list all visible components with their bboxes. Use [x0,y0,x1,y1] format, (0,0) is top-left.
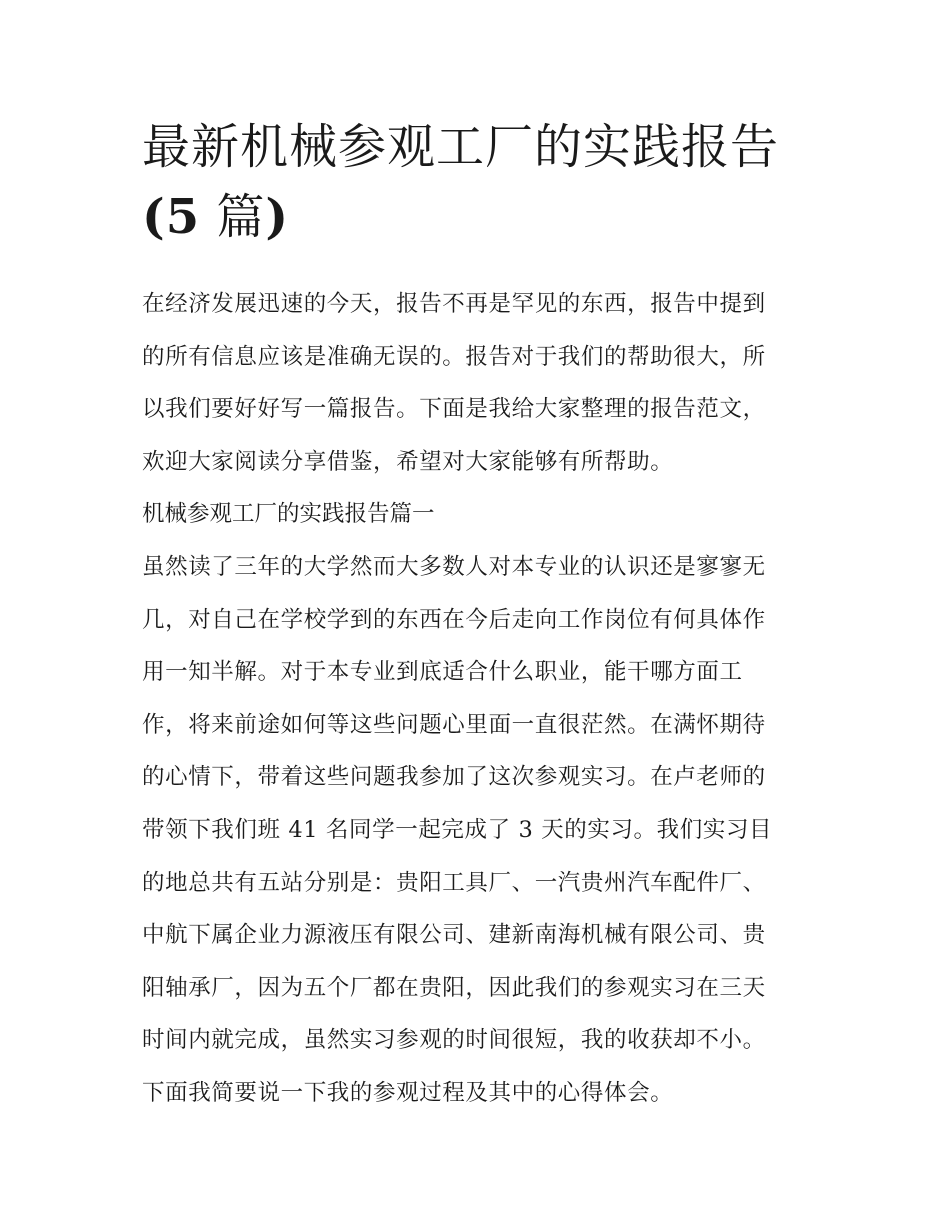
document-page [142,112,814,1120]
body-line: 用一知半解。对于本专业到底适合什么职业，能干哪方面工 [142,659,743,686]
intro-line: 欢迎大家阅读分享借鉴，希望对大家能够有所帮助。 [142,448,674,475]
title-count-close: ) [265,189,290,245]
intro-line: 在经济发展迅速的今天，报告不再是罕见的东西，报告中提到 [142,291,766,317]
title-count-word: 篇 [200,189,266,245]
document-title [142,112,814,252]
section-heading: 机械参观工厂的实践报告篇一 [142,501,435,528]
body-line: 的地总共有五站分别是：贵阳工具厂、一汽贵州汽车配件厂、 [142,869,766,896]
body-line: 带领下我们班 41 名同学一起完成了 3 天的实习。我们实习目 [142,816,773,843]
intro-paragraph [142,278,814,1120]
body-line: 几，对自己在学校学到的东西在今后走向工作岗位有何具体作 [142,606,766,633]
title-count-open: (5 [142,189,201,245]
title-line-2 [142,182,814,252]
title-line-1: 最新机械参观工厂的实践报告 [142,119,780,175]
body-line: 作，将来前途如何等这些问题心里面一直很茫然。在满怀期待 [142,711,766,738]
body-line: 阳轴承厂，因为五个厂都在贵阳，因此我们的参观实习在三天 [142,974,766,1001]
intro-line: 的所有信息应该是准确无误的。报告对于我们的帮助很大，所 [142,343,766,370]
body-line: 的心情下，带着这些问题我参加了这次参观实习。在卢老师的 [142,764,766,791]
body-line: 中航下属企业力源液压有限公司、建新南海机械有限公司、贵 [142,922,766,949]
body-line: 虽然读了三年的大学然而大多数人对本专业的认识还是寥寥无 [142,553,766,580]
body-line: 时间内就完成，虽然实习参观的时间很短，我的收获却不小。 [142,1027,766,1054]
intro-line: 以我们要好好写一篇报告。下面是我给大家整理的报告范文， [142,396,766,423]
body-line: 下面我简要说一下我的参观过程及其中的心得体会。 [142,1079,674,1106]
